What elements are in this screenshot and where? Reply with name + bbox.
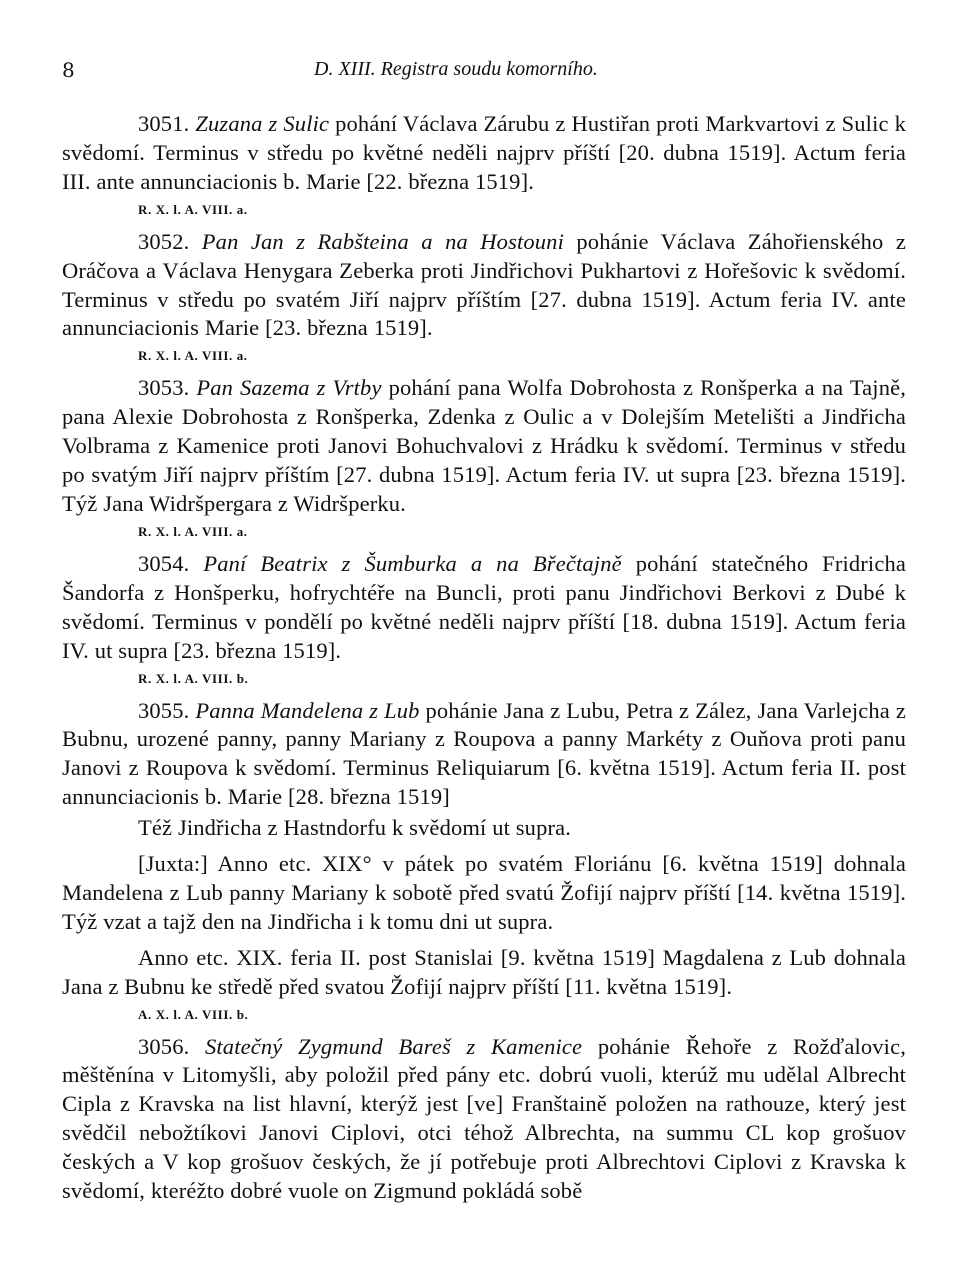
entry-party-name: Pan Sazema z Vrtby	[196, 375, 382, 401]
entry-3054	[62, 550, 906, 666]
entry-continuation: [Juxta:] Anno etc. XIX° v pátek po svatém Floriánu [6. května 1519] dohnala Mandelena z Lub panny Mariany k sobotě před svatú Žofijí najprv příští [14. května 1519]. Týž vzat a tajž den na Jindřicha i k tomu dni ut supra.	[62, 851, 906, 934]
entry-number: 3054.	[138, 550, 190, 576]
entry-continuation: Též Jindřicha z Hastndorfu k svědomí ut supra.	[138, 815, 572, 841]
document-page	[62, 58, 906, 1206]
running-header	[62, 58, 906, 88]
entry-number: 3055.	[138, 697, 190, 723]
running-title: D. XIII. Registra soudu komorního.	[314, 58, 598, 80]
entry-party-name: Panna Mandelena z Lub	[195, 697, 420, 723]
entry-number: 3053.	[138, 375, 190, 401]
entry-3056	[62, 1033, 906, 1206]
entry-number: 3051.	[138, 111, 190, 136]
archive-reference: R. X. l. A. VIII. a.	[138, 348, 248, 364]
entry-party-name: Pan Jan z Rabšteina a na Hostouni	[201, 228, 564, 254]
entry-text: pohání statečného Fridricha Šandorfa z Honšperku, hofrychtéře na Buncli, proti panu Jindřichovi Berkovi z Dubé k svědomí. Terminus v pondělí po květné neděli najprv příští [18. dubna 1519]. Actum feria IV. ut supra [23. března 1519].	[62, 550, 906, 663]
entry-party-name: Zuzana z Sulic	[195, 111, 330, 136]
entry-number: 3052.	[138, 228, 190, 254]
archive-reference: R. X. l. A. VIII. a.	[138, 201, 248, 217]
entry-3051	[62, 110, 906, 197]
entry-text: pohánie Řehoře z Rožďalovic, měštěnína v Litomyšli, aby položil před pány etc. dobrú vuoli, kterúž mu udělal Albrecht Cipla z Kravska na list hlavní, kterýž jest [ve] Franštaině položen na rathouze, který jest svědčil nebožtíkovi Janovi Ciplovi, otci téhož Albrechta, na summu CL kop grošuov českých a V kop grošuov českých, že jí potřebuje proti Albrechtovi Ciplovi z Kravska k svědomí, kteréžto dobré vuole on Zigmund pokládá sobě	[62, 1033, 906, 1204]
entry-continuation: Anno etc. XIX. feria II. post Stanislai [9. května 1519] Magdalena z Lub dohnala Jana z Bubnu ke středě před svatou Žofijí najprv příští [11. května 1519].	[62, 944, 906, 999]
entry-party-name: Statečný Zygmund Bareš z Kamenice	[205, 1033, 583, 1059]
archive-reference: A. X. l. A. VIII. b.	[138, 1006, 249, 1022]
entry-text: pohání Václava Zárubu z Hustiřan proti Markvartovi z Sulic k svědomí. Terminus v středu po květné neděli najprv příští [20. dubna 1519]. Actum feria III. ante annunciacionis b. Marie [22. března 1519].	[62, 111, 906, 194]
body-text	[62, 110, 906, 1206]
entry-party-name: Paní Beatrix z Šumburka a na Břečtajně	[203, 550, 622, 576]
entry-text: pohánie Václava Záhořienského z Oráčova a Václava Henygara Zeberka proti Jindřichovi Pukhartovi z Hořešovic k svědomí. Terminus v středu po svatém Jiří najprv příštím [27. dubna 1519]. Actum feria IV. ante annunciacionis Marie [23. března 1519].	[62, 228, 906, 341]
entry-text: pohánie Jana z Lubu, Petra z Zález, Jana Varlejcha z Bubnu, urozené panny, panny Mariany z Roupova a panny Markéty z Ouňova proti panu Janovi z Roupova k svědomí. Terminus Reliquiarum [6. května 1519]. Actum feria II. post annunciacionis b. Marie [28. března 1519]	[62, 697, 906, 810]
entry-3052	[62, 228, 906, 344]
entry-number: 3056.	[138, 1033, 190, 1059]
archive-reference: R. X. l. A. VIII. a.	[138, 523, 248, 539]
entry-3053	[62, 374, 906, 519]
entry-3055	[62, 697, 906, 813]
page-number: 8	[62, 58, 75, 82]
entry-text: pohání pana Wolfa Dobrohosta z Ronšperka a na Tajně, pana Alexie Dobrohosta z Ronšperka, Zdenka z Oulic a v Dolejším Metelišti a Jindřicha Volbrama z Kamenice proti Janovi Bohuchvalovi z Hrádku k svědomí. Terminus v středu po svatým Jiří najprv příštím [27. dubna 1519]. Actum feria IV. ut supra [23. března 1519]. Týž Jana Widršpergara z Widršperku.	[62, 375, 907, 516]
archive-reference: R. X. l. A. VIII. b.	[138, 670, 249, 686]
